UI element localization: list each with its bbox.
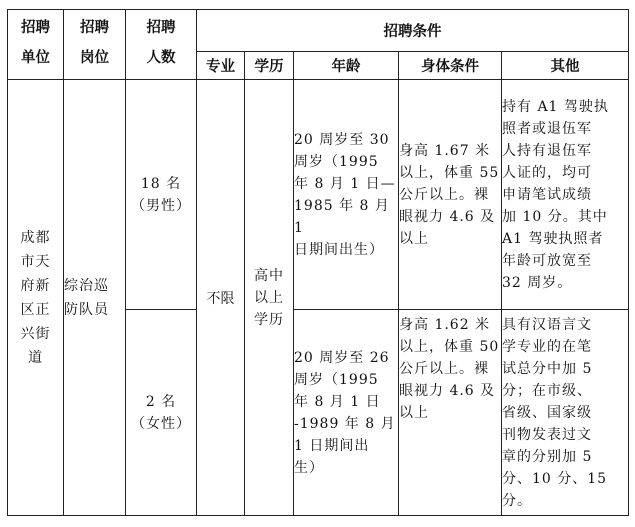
header-post-line1: 招聘	[80, 20, 109, 36]
cell-age-female: 20 周岁至 26 周岁（1995 年 8 月 1 日 -1989 年 8 月 1 日期间出 生）	[294, 310, 399, 516]
header-count-line1: 招聘	[146, 20, 176, 36]
header-other: 其他	[502, 51, 629, 79]
header-post-line2: 岗位	[80, 50, 109, 66]
cell-physical-male: 身高 1.67 米 以上，体重 55 公斤以上。裸 眼视力 4.6 及 以上	[399, 80, 502, 310]
cell-age-male: 20 周岁至 30 周岁（1995 年 8 月 1 日— 1985 年 8 月 1 日期间出生）	[294, 80, 399, 310]
header-major: 专业	[197, 51, 245, 79]
header-age: 年龄	[294, 51, 399, 79]
cell-unit: 成都 市天 府新 区正 兴街 道	[8, 80, 64, 516]
cell-other-female: 具有汉语言文 学专业的在笔 试总分中加 5 分；在市级、 省级、国家级 刊物发表过文 章的分别加 5 分、10 分、15 分。	[502, 310, 629, 516]
cell-count-female: 2 名 （女性）	[126, 310, 197, 516]
cell-education: 高中 以上 学历	[245, 80, 294, 516]
cell-post: 综治巡 防队员	[64, 80, 126, 516]
header-post	[64, 10, 126, 80]
header-unit-line1: 招聘	[21, 20, 50, 36]
header-count-line2: 人数	[146, 50, 176, 66]
header-unit	[8, 10, 64, 80]
header-conditions: 招聘条件	[197, 10, 629, 52]
header-count	[126, 10, 197, 80]
header-unit-line2: 单位	[21, 50, 50, 66]
cell-count-male: 18 名 （男性）	[126, 80, 197, 310]
cell-other-male: 持有 A1 驾驶执 照者或退伍军 人持有退伍军 人证的，均可 申请笔试成绩 加 10 分。其中 A1 驾驶执照者 年龄可放宽至 32 周岁。	[502, 80, 629, 310]
cell-major: 不限	[197, 80, 245, 516]
cell-physical-female: 身高 1.62 米 以上，体重 50 公斤以上。裸 眼视力 4.6 及 以上	[399, 310, 502, 516]
header-education: 学历	[245, 51, 294, 79]
recruitment-table	[7, 9, 629, 516]
header-physical: 身体条件	[399, 51, 502, 79]
